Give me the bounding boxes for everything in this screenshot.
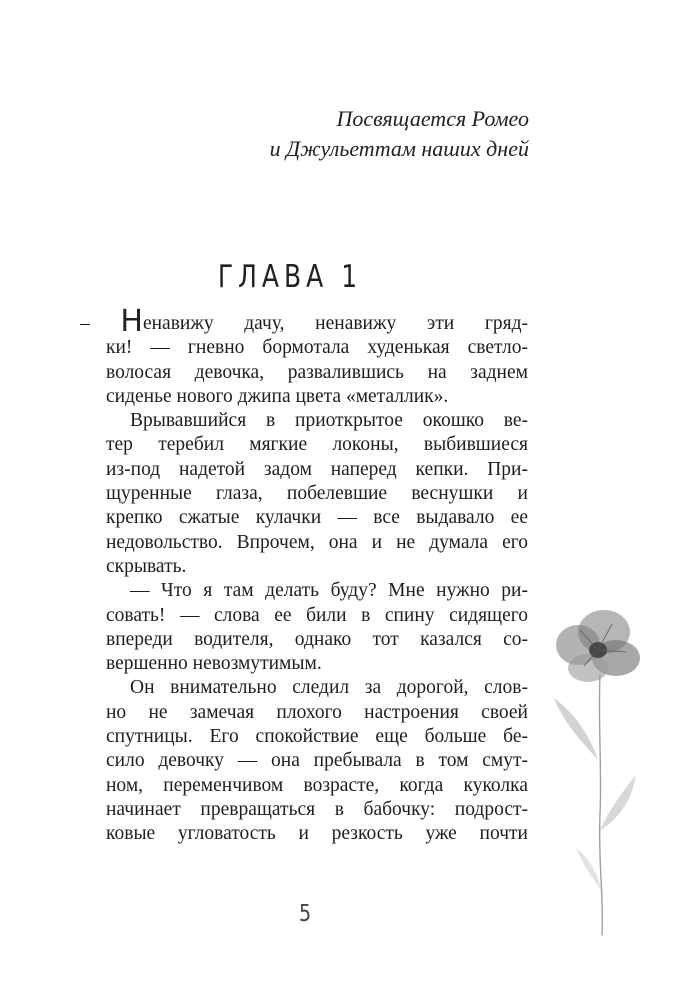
dedication-line-2: и Джульеттам наших дней	[269, 136, 529, 161]
dropcap-letter: Н	[120, 304, 143, 339]
dash-prefix: –	[80, 313, 121, 334]
text-line: совать! — слова ее били в спину сидящего	[106, 604, 528, 626]
text-line: ковые угловатость и резкость уже почти	[106, 823, 528, 845]
text-line: спутницы. Его спокойствие еще больше бе-	[106, 726, 528, 748]
text-line: Врывавшийся в приоткрытое окошко ве-	[130, 410, 528, 432]
chapter-title: ГЛАВА 1	[217, 258, 363, 295]
chapter-text	[80, 304, 528, 847]
text-line: Он внимательно следил за дорогой, слов-	[130, 677, 528, 699]
text-line: волосая девочка, развалившись на заднем	[106, 361, 528, 383]
flower-illustration-icon	[540, 600, 650, 940]
text-line-1-rest: енавижу дачу, ненавижу эти гряд-	[142, 313, 528, 334]
text-line: начинает превращаться в бабочку: подрост-	[106, 798, 528, 820]
text-line: крепко сжатые кулачки — все выдавало ее	[106, 507, 528, 529]
text-line: недовольство. Впрочем, она и не думала его	[106, 531, 528, 553]
text-line: из-под надетой задом наперед кепки. При-	[106, 458, 528, 480]
text-line: ном, переменчивом возрасте, когда куколка	[106, 774, 528, 796]
text-line: тер теребил мягкие локоны, выбившиеся	[106, 434, 528, 456]
text-line: щуренные глаза, побелевшие веснушки и	[106, 483, 528, 505]
text-line: сило девочку — она пребывала в том смут-	[106, 750, 528, 772]
dedication-line-1: Посвящается Ромео	[336, 106, 529, 131]
page-number: 5	[298, 900, 312, 928]
text-line: впереди водителя, однако тот казался со-	[106, 628, 528, 650]
text-line-1	[80, 304, 528, 339]
text-line: но не замечая плохого настроения своей	[106, 701, 528, 723]
text-line: вершенно невозмутимым.	[106, 653, 322, 675]
text-line: скрывать.	[106, 555, 187, 577]
text-line: — Что я там делать буду? Мне нужно ри-	[130, 580, 528, 602]
text-line: сиденье нового джипа цвета «металлик».	[106, 385, 449, 407]
text-line: ки! — гневно бормотала худенькая светло-	[106, 337, 528, 359]
dedication	[270, 104, 529, 164]
